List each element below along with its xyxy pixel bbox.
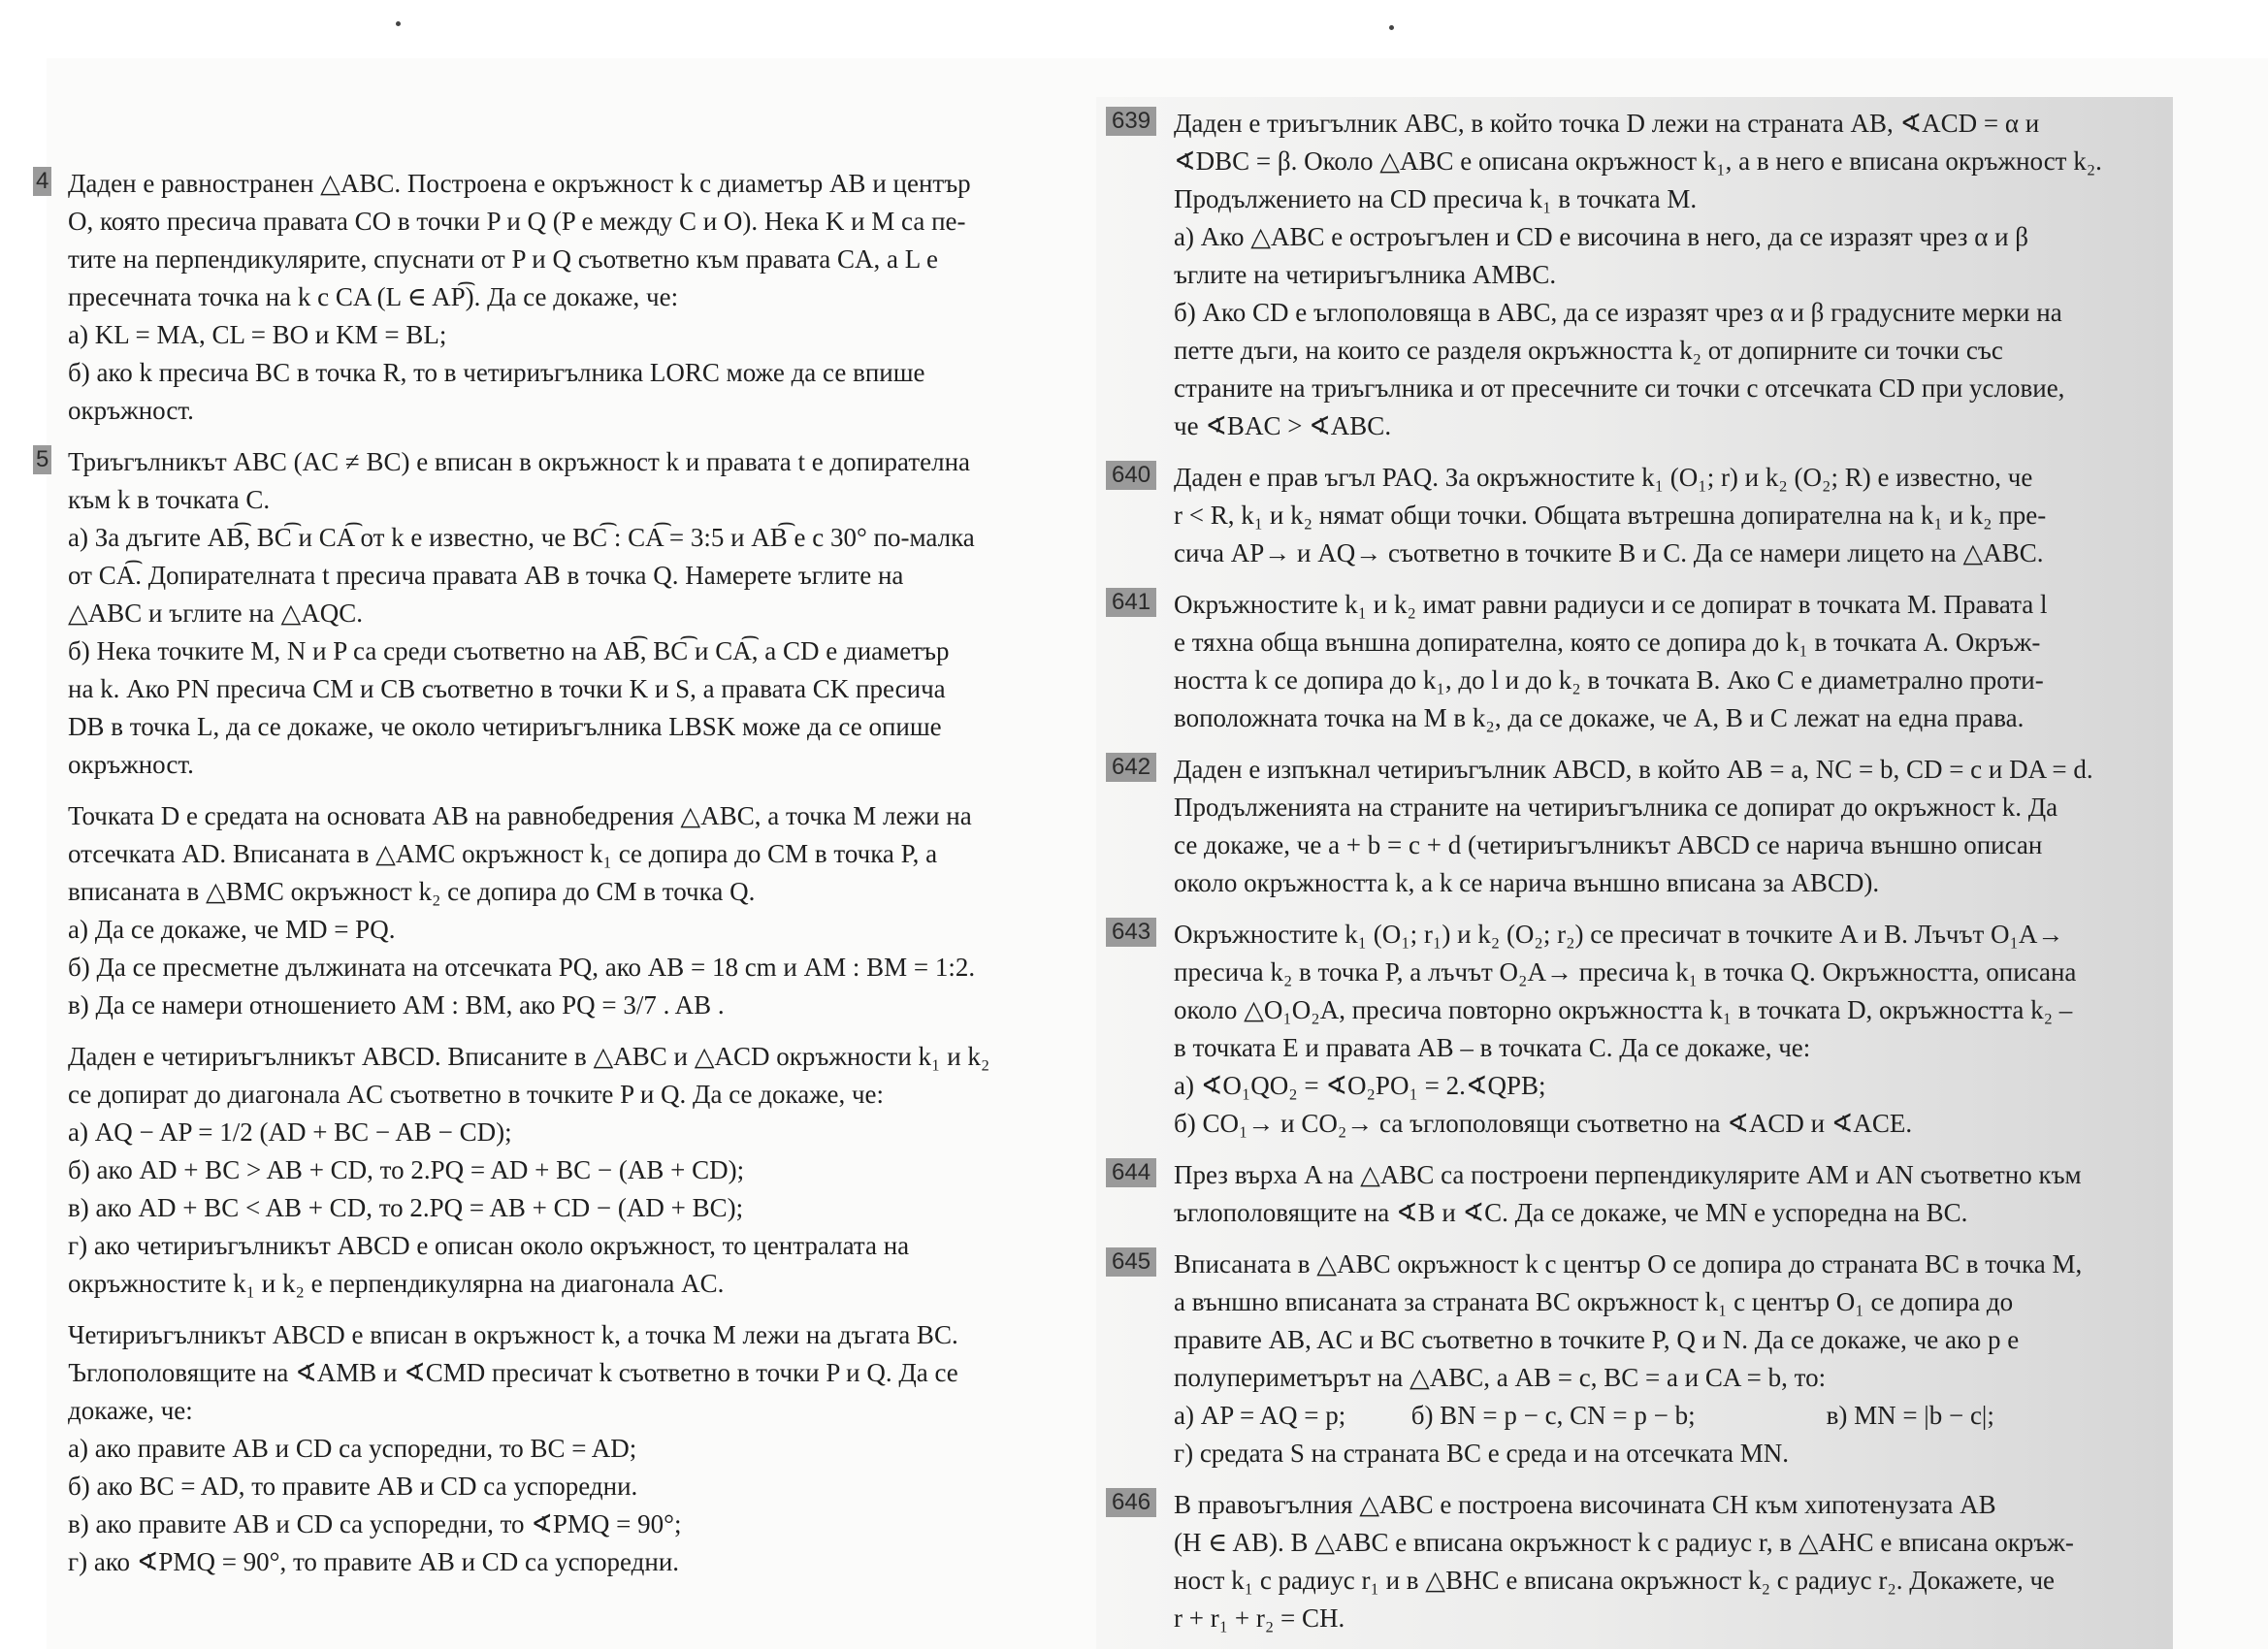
text-line: е тяхна обща външна допирателна, която се допира до k₁ в точката A. Окръж- <box>1174 628 2041 657</box>
text-line: б) Нека точките M, N и P са среди съответно на AB͡, BC͡ и CA͡, а CD е диаметър <box>68 636 950 665</box>
text-line: г) ако ∢PMQ = 90°, то правите AB и CD са успоредни. <box>68 1547 680 1576</box>
text-line: на k. Ако PN пресича CM и CB съответно в точки K и S, а правата CK пресича <box>68 674 946 703</box>
text-line: б) ако AD + BC > AB + CD, то 2.PQ = AD + BC − (AB + CD); <box>68 1155 745 1184</box>
text-line: DB в точка L, да се докаже, че около четириъгълника LBSK може да се опише <box>68 712 942 741</box>
text-line: а) Да се докаже, че MD = PQ. <box>68 915 396 944</box>
problem-number: 641 <box>1106 588 1156 617</box>
text-line: г) средата S на страната BC е среда и на отсечката MN. <box>1174 1439 1790 1468</box>
problem-number: 642 <box>1106 753 1156 782</box>
problem-number: 639 <box>1106 107 1156 136</box>
text-line: Продължението на CD пресича k₁ в точката M. <box>1174 184 1698 213</box>
text-line: страните на триъгълника и от пресечните си точки с отсечката CD при условие, <box>1174 373 2065 403</box>
problem <box>1106 459 2183 572</box>
text-line: полупериметърът на △ABC, а AB = c, BC = a и CA = b, то: <box>1174 1363 1827 1392</box>
problem <box>39 797 1067 1024</box>
text-line: Окръжностите k₁ (O₁; r₁) и k₂ (O₂; r₂) се пресичат в точките A и B. Лъчът O₁A→ <box>1174 920 2064 949</box>
text-line: O, която пресича правата CO в точки P и Q (P е между C и O). Нека K и M са пе- <box>68 207 966 236</box>
problem <box>1106 916 2183 1143</box>
text-line: ността k се допира до k₁, до l и до k₂ в точката B. Ако C е диаметрално проти- <box>1174 665 2044 695</box>
text-line: в точката E и правата AB – в точката C. Да се докаже, че: <box>1174 1033 1811 1062</box>
text-line: около △O₁O₂A, пресича повторно окръжността k₁ в точката D, окръжността k₂ – <box>1174 995 2073 1024</box>
text-line: в) ако правите AB и CD са успоредни, то ∢PMQ = 90°; <box>68 1509 682 1538</box>
text-line: се докаже, че a + b = c + d (четириъгълникът ABCD се нарича външно описан <box>1174 830 2043 859</box>
text-line: Триъгълникът ABC (AC ≠ BC) е вписан в окръжност k и правата t е допирателна <box>68 447 971 476</box>
left-column <box>36 165 1067 1595</box>
text-line: отсечката AD. Вписаната в △AMC окръжност k₁ се допира до CM в точка P, а <box>68 839 938 868</box>
text-line: окръжност. <box>68 750 194 779</box>
text-line: Окръжностите k₁ и k₂ имат равни радиуси и се допират в точката M. Правата l <box>1174 590 2048 619</box>
text-line: сича AP→ и AQ→ съответно в точките B и C. Да се намери лицето на △ABC. <box>1174 538 2044 567</box>
text-line: Четириъгълникът ABCD е вписан в окръжност k, а точка M лежи на дъгата BC. <box>68 1320 958 1349</box>
text-line: вписаната в △BMC окръжност k₂ се допира до CM в точка Q. <box>68 877 756 906</box>
text-line: тите на перпендикулярите, спуснати от P и Q съответно към правата CA, а L е <box>68 244 939 274</box>
text-line: г) ако четириъгълникът ABCD е описан около окръжност, то централата на <box>68 1231 910 1260</box>
text-line: б) ако BC = AD, то правите AB и CD са успоредни. <box>68 1472 638 1501</box>
problem-number: 4 <box>33 167 51 196</box>
text-line: В правоъгълния △ABC е построена височината CH към хипотенузата AB <box>1174 1490 1996 1519</box>
text-line: окръжност. <box>68 396 194 425</box>
text-line: се допират до диагонала AC съответно в точките P и Q. Да се докаже, че: <box>68 1080 885 1109</box>
text-line: воположната точка на M в k₂, да се докаже, че A, B и C лежат на една права. <box>1174 703 2025 732</box>
text-line: а) ∢O₁QO₂ = ∢O₂PO₁ = 2.∢QPB; <box>1174 1071 1546 1100</box>
text-line: ност k₁ с радиус r₁ и в △BHC е вписана окръжност k₂ с радиус r₂. Докажете, че <box>1174 1566 2056 1595</box>
problem <box>1106 105 2183 445</box>
text-line: Даден е четириъгълникът ABCD. Вписаните в △ABC и △ACD окръжности k₁ и k₂ <box>68 1042 990 1071</box>
problem-number: 645 <box>1106 1247 1156 1277</box>
problem <box>36 443 1067 784</box>
problem-number: 640 <box>1106 461 1156 490</box>
text-line: Даден е изпъкнал четириъгълник ABCD, в който AB = a, NC = b, CD = c и DA = d. <box>1174 755 2093 784</box>
text-line: а) KL = MA, CL = BO и KM = BL; <box>68 320 447 349</box>
text-line: ъглополовящите на ∢B и ∢C. Да се докаже, че MN е успоредна на BC. <box>1174 1198 1968 1227</box>
text-line: ∢DBC = β. Около △ABC е описана окръжност k₁, а в него е вписана окръжност k₂. <box>1174 146 2102 176</box>
text-line: (H ∈ AB). В △ABC е вписана окръжност k с радиус r, в △AHC е вписана окръж- <box>1174 1528 2074 1557</box>
text-line: правите AB, AC и BC съответно в точките P, Q и N. Да се докаже, че ако p е <box>1174 1325 2020 1354</box>
text-line: в) ако AD + BC < AB + CD, то 2.PQ = AB + CD − (AD + BC); <box>68 1193 744 1222</box>
text-line: окръжностите k₁ и k₂ е перпендикулярна на диагонала AC. <box>68 1269 725 1298</box>
text-line: че ∢BAC > ∢ABC. <box>1174 411 1392 440</box>
text-line: Ъглополовящите на ∢AMB и ∢CMD пресичат k съответно в точки P и Q. Да се <box>68 1358 958 1387</box>
text-line: Даден е прав ъгъл PAQ. За окръжностите k₁ (O₁; r) и k₂ (O₂; R) е известно, че <box>1174 463 2033 492</box>
problem-number: 644 <box>1106 1158 1156 1187</box>
text-line: r + r₁ + r₂ = CH. <box>1174 1603 1345 1633</box>
problem <box>39 1316 1067 1581</box>
text-line: докаже, че: <box>68 1396 193 1425</box>
text-line: б) Да се пресметне дължината на отсечката PQ, ако AB = 18 cm и AM : BM = 1:2. <box>68 953 976 982</box>
right-column <box>1106 105 2183 1651</box>
text-line: Продълженията на страните на четириъгълника се допират до окръжност k. Да <box>1174 793 2058 822</box>
text-line: б) ако k пресича BC в точка R, то в четириъгълника LORC може да се впише <box>68 358 925 387</box>
problem <box>36 165 1067 430</box>
text-line: към k в точката C. <box>68 485 271 514</box>
scan-speck <box>396 21 401 26</box>
problem <box>39 1038 1067 1303</box>
text-line: Даден е равностранен △ABC. Построена е окръжност k с диаметър AB и център <box>68 169 971 198</box>
text-line: ъглите на четириъгълника AMBC. <box>1174 260 1557 289</box>
problem-number: 643 <box>1106 918 1156 947</box>
problem <box>1106 586 2183 737</box>
text-line: пресича k₂ в точка P, а лъчът O₂A→ пресича k₁ в точка Q. Окръжността, описана <box>1174 957 2077 987</box>
text-line: а външно вписаната за страната BC окръжност k₁ с център O₁ се допира до <box>1174 1287 2014 1316</box>
text-line: а) Ако △ABC е остроъгълен и CD е височина в него, да се изразят чрез α и β <box>1174 222 2029 251</box>
problem <box>1106 1156 2183 1232</box>
text-line: около окръжността k, а k се нарича външно вписана за ABCD). <box>1174 868 1880 897</box>
text-line: петте дъги, на които се разделя окръжността k₂ от допирните си точки със <box>1174 336 2003 365</box>
text-line: а) AQ − AP = 1/2 (AD + BC − AB − CD); <box>68 1117 512 1147</box>
text-line: △ABC и ъглите на △AQC. <box>68 599 364 628</box>
text-line: а) За дъгите AB͡, BC͡ и CA͡ от k е известно, че BC͡ : CA͡ = 3:5 и AB͡ е с 30° по-малка <box>68 523 975 552</box>
problem <box>1106 1246 2183 1473</box>
text-line: r < R, k₁ и k₂ нямат общи точки. Общата вътрешна допирателна на k₁ и k₂ пре- <box>1174 501 2047 530</box>
problem <box>1106 751 2183 902</box>
problem-number: 5 <box>33 445 51 474</box>
text-line: от CA͡. Допирателната t пресича правата AB в точка Q. Намерете ъглите на <box>68 561 904 590</box>
text-line: б) Ако CD е ъглополовяща в ABC, да се изразят чрез α и β градусните мерки на <box>1174 298 2062 327</box>
text-line: През върха A на △ABC са построени перпендикулярите AM и AN съответно към <box>1174 1160 2082 1189</box>
text-line: а) ако правите AB и CD са успоредни, то BC = AD; <box>68 1434 637 1463</box>
problem <box>1106 1486 2183 1637</box>
text-line: Вписаната в △ABC окръжност k с център O се допира до страната BC в точка M, <box>1174 1249 2083 1279</box>
text-line: а) AP = AQ = p; б) BN = p − c, CN = p − b; в) MN = |b − c|; <box>1174 1401 1994 1430</box>
text-line: пресечната точка на k с CA (L ∈ AP͡). Да се докаже, че: <box>68 282 679 311</box>
text-line: б) CO₁→ и CO₂→ са ъглополовящи съответно на ∢ACD и ∢ACE. <box>1174 1109 1913 1138</box>
text-line: в) Да се намери отношението AM : BM, ако PQ = 3/7 . AB . <box>68 990 725 1020</box>
text-line: Даден е триъгълник ABC, в който точка D лежи на страната AB, ∢ACD = α и <box>1174 109 2040 138</box>
scan-speck <box>1389 25 1394 30</box>
text-line: Точката D е средата на основата AB на равнобедрения △ABC, а точка M лежи на <box>68 801 972 830</box>
problem-number: 646 <box>1106 1488 1156 1517</box>
